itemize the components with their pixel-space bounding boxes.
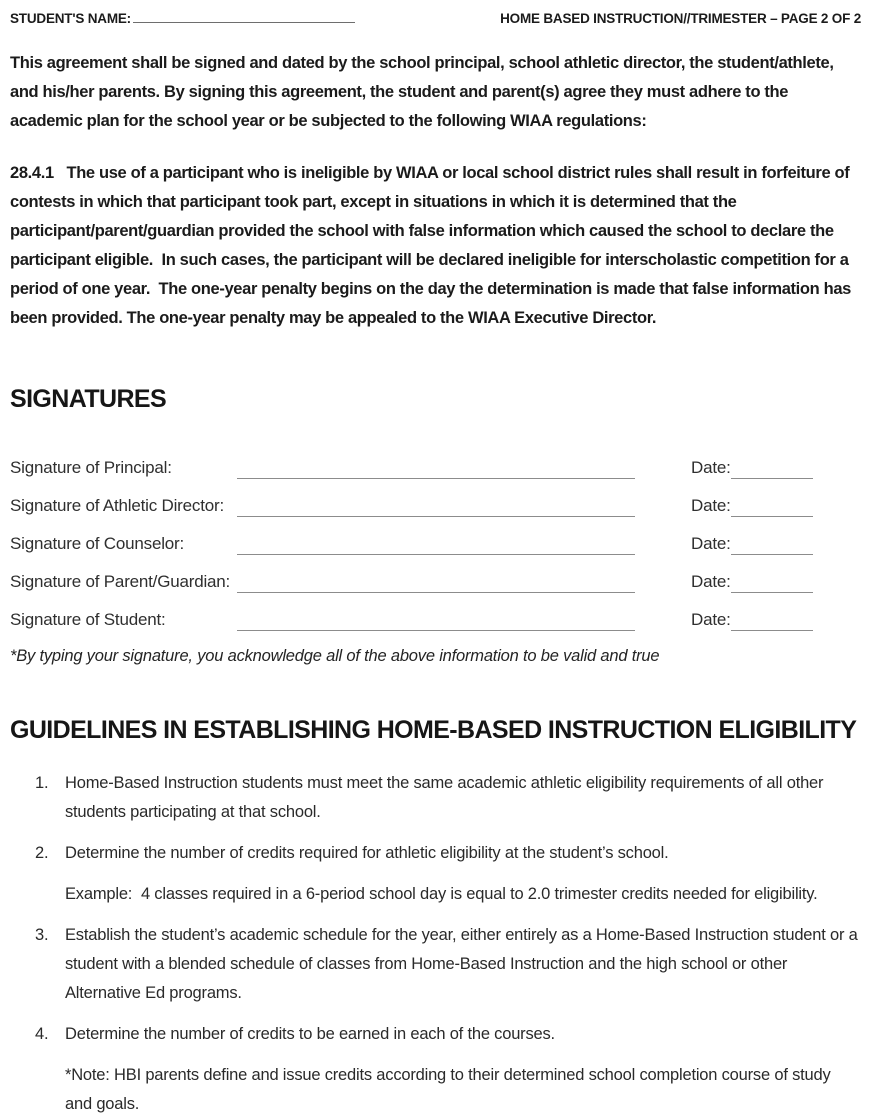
signature-row-parent-guardian	[10, 555, 861, 593]
guideline-hbi-note: *Note: HBI parents define and issue credits according to their determined school completion course of study and goals.	[65, 1066, 835, 1113]
signature-field-principal[interactable]	[237, 455, 635, 479]
student-name-field[interactable]	[133, 8, 355, 23]
date-field-parent-guardian[interactable]	[731, 569, 813, 593]
signatures-heading: SIGNATURES	[10, 385, 167, 413]
date-label: Date:	[691, 572, 731, 591]
signature-label: Signature of Counselor:	[10, 534, 185, 553]
signature-field-student[interactable]	[237, 607, 635, 631]
date-label: Date:	[691, 458, 731, 477]
date-label: Date:	[691, 534, 731, 553]
guideline-text: Determine the number of credits required for athletic eligibility at the student’s school.	[65, 844, 669, 862]
signature-label: Signature of Student:	[10, 610, 166, 629]
intro-paragraph: This agreement shall be signed and dated by the school principal, school athletic director, the student/athlete, and his/her parents. By signing this agreement, the student and parent(s) agree they must adhere to the academic plan for the school year or be subjected to the following WIAA regulations:	[10, 54, 838, 130]
guideline-number: 3.	[35, 926, 49, 944]
date-group	[691, 607, 813, 631]
signature-field-parent-guardian[interactable]	[237, 569, 635, 593]
page-header	[10, 8, 861, 26]
guidelines-list	[10, 769, 861, 1119]
date-group	[691, 455, 813, 479]
signature-label: Signature of Parent/Guardian:	[10, 572, 231, 591]
guidelines-heading: GUIDELINES IN ESTABLISHING HOME-BASED INSTRUCTION ELIGIBILITY	[10, 716, 857, 744]
date-field-student[interactable]	[731, 607, 813, 631]
signature-row-student	[10, 593, 861, 631]
guideline-number: 1.	[35, 774, 49, 792]
date-field-athletic-director[interactable]	[731, 493, 813, 517]
guideline-number: 2.	[35, 844, 49, 862]
date-field-counselor[interactable]	[731, 531, 813, 555]
page-title: HOME BASED INSTRUCTION//TRIMESTER – PAGE 2 OF 2	[500, 11, 861, 26]
signature-row-athletic-director	[10, 479, 861, 517]
signature-field-athletic-director[interactable]	[237, 493, 635, 517]
signature-row-counselor	[10, 517, 861, 555]
signature-disclaimer-note: *By typing your signature, you acknowledge all of the above information to be valid and true	[10, 647, 660, 665]
guideline-item-1	[10, 769, 861, 827]
date-label: Date:	[691, 496, 731, 515]
student-name-label: STUDENT'S NAME:	[10, 11, 131, 26]
date-field-principal[interactable]	[731, 455, 813, 479]
date-label: Date:	[691, 610, 731, 629]
date-group	[691, 569, 813, 593]
signature-rows	[10, 441, 861, 631]
signature-field-counselor[interactable]	[237, 531, 635, 555]
guideline-item-4	[10, 1020, 861, 1049]
signature-label: Signature of Principal:	[10, 458, 172, 477]
guideline-text: Establish the student’s academic schedule for the year, either entirely as a Home-Based Instruction student or a student with a blended schedule of classes from Home-Based Instruction and the high school or other Alternative Ed programs.	[65, 926, 858, 1002]
guideline-number: 4.	[35, 1025, 49, 1043]
guideline-item-2	[10, 839, 861, 868]
signature-label: Signature of Athletic Director:	[10, 496, 224, 515]
guideline-item-3	[10, 921, 861, 1008]
guideline-text: Determine the number of credits to be earned in each of the courses.	[65, 1025, 555, 1043]
signature-row-principal	[10, 441, 861, 479]
guideline-text: Home-Based Instruction students must meet the same academic athletic eligibility requirements of all other students participating at that school.	[65, 774, 824, 821]
date-group	[691, 493, 813, 517]
regulation-paragraph: 28.4.1 The use of a participant who is ineligible by WIAA or local school district rules shall result in forfeiture of contests in which that participant took part, except in situations in which it is determined that the participant/parent/guardian provided the school with false information which caused the school to declare the participant eligible. In such cases, the participant will be declared ineligible for interscholastic competition for a period of one year. The one-year penalty begins on the day the determination is made that false information has been provided. The one-year penalty may be appealed to the WIAA Executive Director.	[10, 164, 856, 327]
date-group	[691, 531, 813, 555]
guideline-example-note: Example: 4 classes required in a 6-period school day is equal to 2.0 trimester credits needed for eligibility.	[65, 885, 818, 903]
